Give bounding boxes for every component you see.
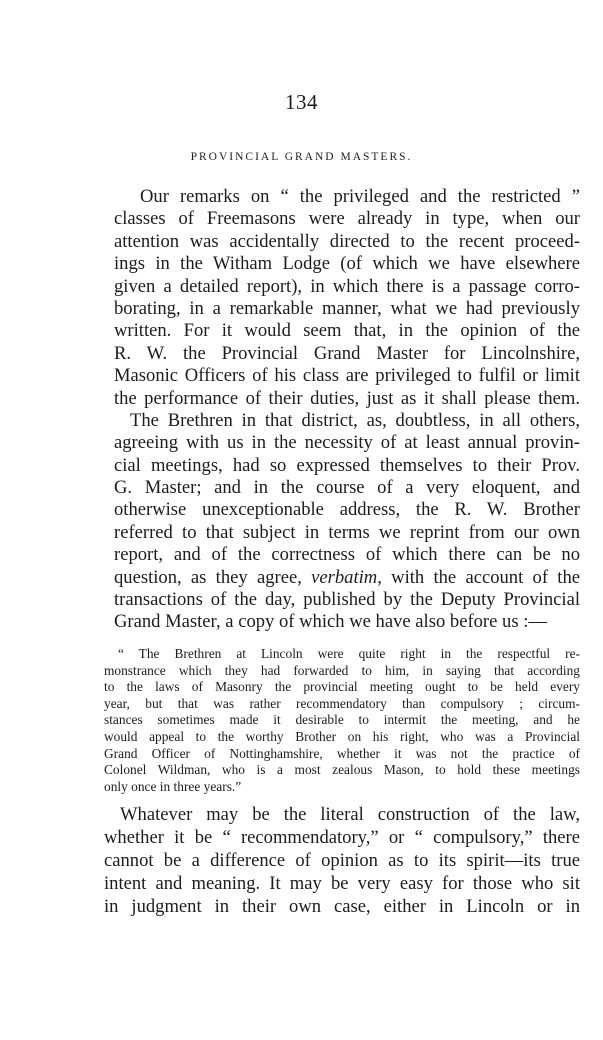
quote-line: stances sometimes made it desirable to intermit the meeting, and he [104,712,580,728]
quote-line: only once in three years.” [104,778,242,794]
text-line: otherwise unexceptionable address, the R. W. Brother [114,499,580,521]
text-line-with-italic [114,567,580,589]
text-run: question, as they agree, [114,566,302,588]
text-line: borating, in a remarkable manner, what we had previously [114,297,580,319]
text-line: Whatever may be the literal construction of the law, [120,804,580,825]
text-line: cannot be a difference of opinion as to its spirit—its true [104,850,580,871]
text-line: given a detailed report), in which there is a passage corro- [114,275,580,297]
text-line: attention was accidentally directed to the recent proceed- [114,230,580,252]
text-line: whether it be “ recommendatory,” or “ compulsory,” there [104,827,580,848]
quote-line: Grand Officer of Nottinghamshire, whether it was not the practice of [104,745,580,761]
text-line: in judgment in their own case, either in Lincoln or in [104,896,580,917]
text-line: cial meetings, had so expressed themselves to their Prov. [114,454,580,476]
quote-line: “ The Brethren at Lincoln were quite right in the respectful re- [118,646,580,661]
text-line: ings in the Witham Lodge (of which we have elsewhere [114,253,580,275]
running-title: PROVINCIAL GRAND MASTERS. [190,151,413,163]
quote-block [104,646,580,795]
page-number: 134 [285,90,318,114]
text-line: G. Master; and in the course of a very eloquent, and [114,477,580,499]
quote-line: year, but that was rather recommendatory than compulsory ; circum- [104,695,580,711]
text-line: the performance of their duties, just as it shall please them. [114,387,580,409]
quote-line: would appeal to the worthy Brother on his right, who was a Provincial [104,728,580,744]
main-text-block [114,186,580,634]
text-line: The Brethren in that district, as, doubtless, in all others, [130,409,580,431]
text-line: referred to that subject in terms we reprint from our own [114,521,580,543]
text-line: agreeing with us in the necessity of at least annual provin- [114,432,580,454]
quote-line: Colonel Wildman, who is a most zealous Mason, to hold these meetings [104,762,580,778]
text-line: written. For it would seem that, in the opinion of the [114,320,580,342]
closing-text-block [104,803,580,918]
text-line: R. W. the Provincial Grand Master for Lincolnshire, [114,342,580,364]
text-run: with the account of the [391,566,580,588]
text-line: Grand Master, a copy of which we have also before us :— [114,611,547,633]
text-line: classes of Freemasons were already in type, when our [114,208,580,230]
italic-word: verbatim, [311,566,382,588]
text-line: transactions of the day, published by the Deputy Provincial [114,589,580,611]
quote-line: monstrance which they had forwarded to him, in saying that according [104,662,580,678]
text-line: report, and of the correctness of which there can be no [114,544,580,566]
text-line: intent and meaning. It may be very easy for those who sit [104,873,580,894]
text-line: Masonic Officers of his class are privileged to fulfil or limit [114,365,580,387]
text-line: Our remarks on “ the privileged and the restricted ” [140,186,580,207]
quote-line: to the laws of Masonry the provincial meeting ought to be held every [104,679,580,695]
